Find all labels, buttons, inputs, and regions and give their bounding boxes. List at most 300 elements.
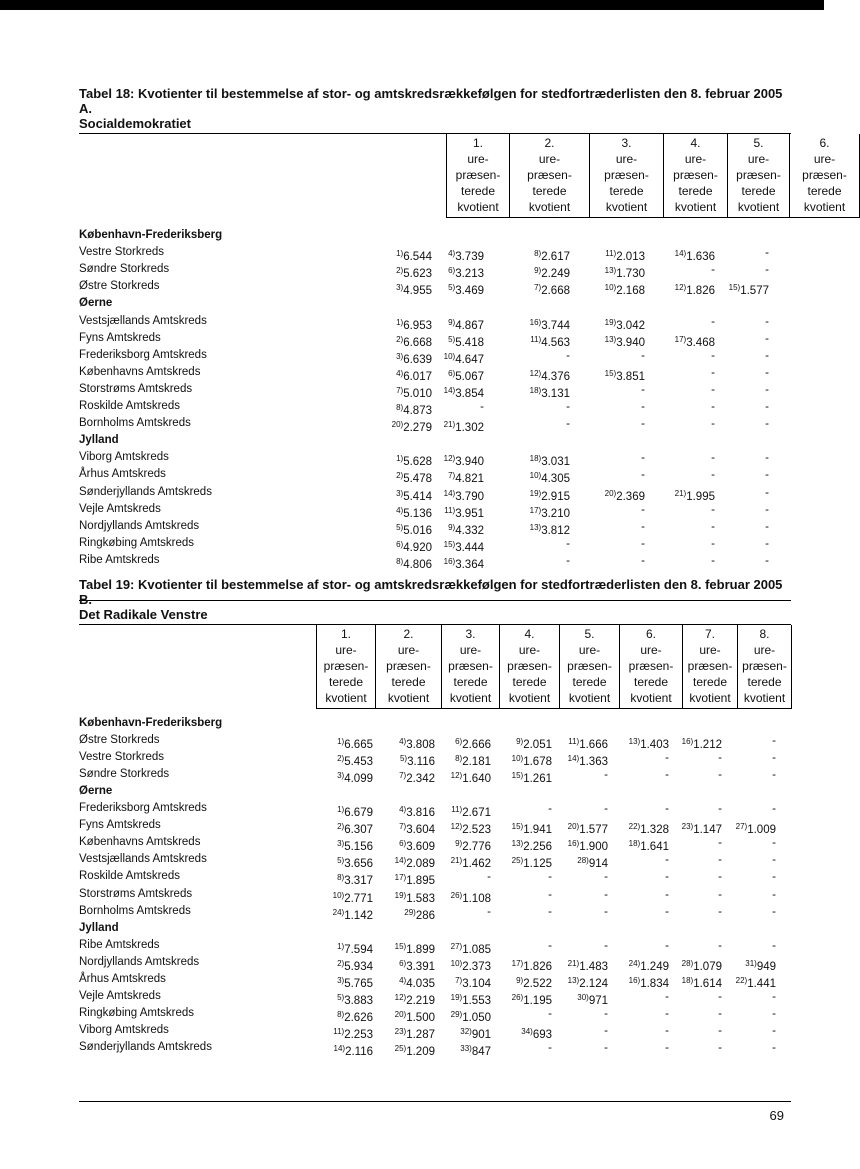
quotient-cell xyxy=(629,972,669,993)
quotient-value: - xyxy=(718,888,722,901)
page-number: 69 xyxy=(769,1108,784,1123)
row-label: Vestsjællands Amtskreds xyxy=(79,314,207,327)
quotient-cell xyxy=(675,485,715,506)
quotient-value: - xyxy=(765,503,769,516)
rank-marker: 28) xyxy=(577,856,589,866)
column-header-line: præsen- xyxy=(742,659,787,673)
column-header-line: terede xyxy=(453,675,488,689)
column-header-line: kvotient xyxy=(674,200,717,214)
row-label: Roskilde Amtskreds xyxy=(79,870,180,883)
rank-marker: 19) xyxy=(529,488,542,498)
quotient-value: 2.181 xyxy=(462,756,491,769)
quotient-cell xyxy=(665,750,669,767)
quotient-value: - xyxy=(765,349,769,362)
quotient-cell xyxy=(629,835,669,856)
rank-marker: 24) xyxy=(332,907,345,917)
quotient-cell xyxy=(718,750,722,767)
quotient-value: 693 xyxy=(532,1028,552,1041)
rank-marker: 17) xyxy=(529,505,542,515)
rank-marker: 11) xyxy=(333,1026,345,1036)
column-header-line: terede xyxy=(328,675,364,689)
quotient-value: - xyxy=(665,769,669,782)
rank-marker: 7) xyxy=(399,771,407,781)
rank-marker: 27) xyxy=(450,941,463,951)
column-header-line: ure- xyxy=(699,643,721,657)
quotient-value: - xyxy=(665,803,669,816)
quotient-cell xyxy=(530,331,570,352)
quotient-value: 4.821 xyxy=(455,473,484,486)
quotient-value: - xyxy=(718,854,722,867)
quotient-value: - xyxy=(665,1007,669,1020)
column-header-line: præsen- xyxy=(687,659,733,673)
quotient-value: - xyxy=(641,520,645,533)
quotient-cell xyxy=(605,485,645,506)
quotient-value: - xyxy=(665,905,669,918)
quotient-value: - xyxy=(718,1041,722,1054)
quotient-value: - xyxy=(548,888,552,901)
column-header-line: kvotient xyxy=(528,200,571,214)
rank-marker: 11) xyxy=(568,737,580,747)
quotient-cell xyxy=(548,1040,552,1057)
column-header-5 xyxy=(727,134,789,218)
quotient-cell xyxy=(334,1040,374,1061)
rank-marker: 29) xyxy=(450,1009,463,1019)
quotient-value: - xyxy=(604,905,608,918)
column-header-line: 6. xyxy=(819,136,830,150)
quotient-cell xyxy=(682,972,722,993)
quotient-cell xyxy=(736,818,776,839)
quotient-value: - xyxy=(566,401,570,413)
quotient-cell xyxy=(711,519,715,536)
quotient-cell xyxy=(765,467,769,484)
quotient-value: 1.287 xyxy=(406,1028,435,1041)
quotient-cell xyxy=(711,382,715,399)
quotient-value: - xyxy=(772,1041,776,1054)
quotient-cell xyxy=(765,314,769,331)
column-header-line: terede xyxy=(747,675,782,689)
rank-marker: 20) xyxy=(391,420,404,430)
row-label: Ringkøbing Amtskreds xyxy=(79,1006,195,1019)
rank-marker: 13) xyxy=(604,266,617,276)
quotient-value: 2.168 xyxy=(616,285,645,298)
rank-marker: 7) xyxy=(534,283,542,293)
quotient-cell xyxy=(711,262,715,279)
quotient-value: - xyxy=(487,905,491,918)
row-label: Sønderjyllands Amtskreds xyxy=(79,1040,212,1053)
quotient-cell xyxy=(641,553,645,570)
quotient-value: 2.771 xyxy=(344,892,373,905)
quotient-value: - xyxy=(765,401,769,413)
column-header-line: ure- xyxy=(640,643,662,657)
rank-marker: 18) xyxy=(529,454,542,464)
column-header-line: terede xyxy=(807,184,842,198)
quotient-value: 4.376 xyxy=(541,370,570,383)
quotient-cell xyxy=(480,399,484,416)
quotient-cell xyxy=(665,989,669,1006)
quotient-value: 2.124 xyxy=(579,977,608,990)
row-label: Storstrøms Amtskreds xyxy=(79,887,193,900)
quotient-value: 1.441 xyxy=(747,977,776,990)
rank-marker: 34) xyxy=(521,1026,533,1036)
rank-marker: 12) xyxy=(529,368,542,378)
quotient-cell xyxy=(548,869,552,886)
quotient-value: 901 xyxy=(471,1028,491,1041)
quotient-cell xyxy=(641,382,645,399)
quotient-value: 1.895 xyxy=(406,875,435,888)
rank-marker: 1) xyxy=(337,737,345,747)
quotient-value: - xyxy=(480,401,484,413)
quotient-value: - xyxy=(718,752,722,765)
quotient-cell xyxy=(604,938,608,955)
quotient-value: 6.639 xyxy=(403,353,432,366)
column-header-line: kvotient xyxy=(605,200,648,214)
quotient-value: - xyxy=(772,735,776,748)
rank-marker: 3) xyxy=(396,283,404,293)
quotient-cell xyxy=(665,904,669,921)
quotient-value: 2.776 xyxy=(462,841,491,854)
quotient-value: 1.826 xyxy=(686,285,715,298)
quotient-cell xyxy=(392,416,432,437)
rank-marker: 4) xyxy=(448,249,456,259)
rank-marker: 6) xyxy=(448,368,456,378)
row-label: Søndre Storkreds xyxy=(79,768,170,781)
quotient-value: - xyxy=(665,888,669,901)
quotient-value: 3.808 xyxy=(406,739,435,752)
quotient-value: 2.626 xyxy=(344,1011,373,1024)
quotient-cell xyxy=(765,365,769,382)
row-label: Frederiksborg Amtskreds xyxy=(79,802,207,815)
quotient-value: - xyxy=(718,769,722,782)
quotient-value: - xyxy=(604,803,608,816)
quotient-cell xyxy=(772,904,776,921)
table-19-caption-line1: Tabel 19: Kvotienter til bestemmelse af stor- og amtskredsrækkefølgen for stedfortræderlisten den 8. februar 2005 B. xyxy=(79,577,783,607)
quotient-value: 1.640 xyxy=(462,773,491,786)
rank-marker: 1) xyxy=(396,454,404,464)
column-header-line: terede xyxy=(633,675,669,689)
quotient-cell xyxy=(337,767,373,788)
column-header-line: 2. xyxy=(544,136,555,150)
rank-marker: 12) xyxy=(394,992,407,1002)
rank-marker: 13) xyxy=(628,737,641,747)
quotient-cell xyxy=(682,733,722,754)
column-header-line: ure- xyxy=(459,643,482,657)
quotient-value: 1.826 xyxy=(523,960,552,973)
quotient-value: 4.873 xyxy=(403,405,432,417)
rank-marker: 12) xyxy=(450,771,463,781)
rank-marker: 16) xyxy=(681,737,694,747)
quotient-value: - xyxy=(765,383,769,396)
rank-marker: 33) xyxy=(460,1043,472,1053)
rank-marker: 17) xyxy=(394,873,407,883)
quotient-value: 1.641 xyxy=(640,841,669,854)
rank-marker: 10) xyxy=(604,283,617,293)
row-label: Østre Storkreds xyxy=(79,280,160,293)
quotient-value: 7.594 xyxy=(344,943,373,956)
rank-marker: 13) xyxy=(511,839,524,849)
quotient-value: - xyxy=(711,520,715,533)
row-label: Vejle Amtskreds xyxy=(79,989,161,1002)
quotient-cell xyxy=(765,382,769,399)
table-18-caption-line2: Socialdemokratiet xyxy=(79,116,191,131)
rank-marker: 25) xyxy=(511,856,524,866)
quotient-value: 4.920 xyxy=(403,541,432,554)
quotient-cell xyxy=(711,450,715,467)
quotient-cell xyxy=(404,904,435,925)
rank-marker: 23) xyxy=(681,822,694,832)
quotient-value: - xyxy=(566,349,570,362)
quotient-value: - xyxy=(772,752,776,765)
quotient-cell xyxy=(460,1040,491,1061)
quotient-value: 5.156 xyxy=(344,841,373,854)
rank-marker: 20) xyxy=(567,822,580,832)
column-header-line: ure- xyxy=(518,643,541,657)
quotient-cell xyxy=(665,767,669,784)
quotient-value: 5.934 xyxy=(344,960,373,973)
quotient-value: 3.609 xyxy=(406,841,435,854)
rank-marker: 9) xyxy=(455,839,463,849)
column-header-line: 7. xyxy=(704,627,715,641)
quotient-value: - xyxy=(772,1007,776,1020)
column-header-line: 8. xyxy=(759,627,770,641)
quotient-cell xyxy=(711,365,715,382)
quotient-value: 5.623 xyxy=(403,268,432,281)
quotient-value: 1.009 xyxy=(747,824,776,837)
quotient-value: 3.042 xyxy=(616,319,645,332)
quotient-value: 2.369 xyxy=(616,490,645,503)
quotient-value: 2.116 xyxy=(345,1045,373,1058)
quotient-value: - xyxy=(772,1024,776,1037)
rank-marker: 5) xyxy=(448,283,456,293)
quotient-value: 5.628 xyxy=(403,456,432,469)
quotient-value: - xyxy=(665,939,669,952)
column-header-4 xyxy=(663,134,727,218)
rank-marker: 31) xyxy=(745,958,757,968)
quotient-value: 3.816 xyxy=(406,807,435,820)
quotient-cell xyxy=(765,502,769,519)
quotient-cell xyxy=(665,938,669,955)
rank-marker: 8) xyxy=(337,873,345,883)
quotient-value: 1.249 xyxy=(640,960,669,973)
quotient-value: 1.678 xyxy=(523,756,552,769)
rank-marker: 21) xyxy=(674,488,687,498)
quotient-value: 4.035 xyxy=(406,977,435,990)
quotient-cell xyxy=(765,399,769,416)
rank-marker: 32) xyxy=(460,1026,472,1036)
row-label: Sønderjyllands Amtskreds xyxy=(79,485,212,498)
column-header-line: ure- xyxy=(615,152,638,166)
rank-marker: 3) xyxy=(337,839,345,849)
quotient-value: - xyxy=(772,769,776,782)
quotient-value: 4.099 xyxy=(344,773,373,786)
column-header-line: terede xyxy=(391,675,426,689)
rank-marker: 10) xyxy=(529,471,542,481)
quotient-value: 5.418 xyxy=(455,336,484,349)
quotient-value: - xyxy=(718,1007,722,1020)
quotient-cell xyxy=(718,1023,722,1040)
quotient-value: 1.209 xyxy=(406,1045,435,1058)
quotient-cell xyxy=(718,801,722,818)
column-header-line: terede xyxy=(741,184,776,198)
quotient-value: 3.656 xyxy=(344,858,373,871)
top-edge-bar xyxy=(0,0,824,10)
quotient-value: 4.563 xyxy=(541,336,570,349)
table-19-caption-line2: Det Radikale Venstre xyxy=(79,607,208,622)
rank-marker: 25) xyxy=(394,1043,407,1053)
quotient-cell xyxy=(548,1006,552,1023)
quotient-cell xyxy=(451,887,491,908)
rank-marker: 30) xyxy=(577,992,589,1002)
column-header-line: terede xyxy=(532,184,567,198)
quotient-cell xyxy=(736,972,776,993)
quotient-cell xyxy=(333,904,373,925)
rank-marker: 9) xyxy=(448,522,456,532)
quotient-value: 1.614 xyxy=(693,977,722,990)
quotient-cell xyxy=(729,279,769,300)
quotient-value: 1.302 xyxy=(455,422,484,435)
rank-marker: 12) xyxy=(450,822,463,832)
quotient-cell xyxy=(604,801,608,818)
rank-marker: 16) xyxy=(443,556,456,566)
rank-marker: 14) xyxy=(443,385,456,395)
quotient-value: - xyxy=(566,537,570,550)
quotient-cell xyxy=(665,869,669,886)
column-header-5 xyxy=(559,625,619,709)
quotient-cell xyxy=(396,553,432,574)
quotient-cell xyxy=(512,767,552,788)
quotient-value: - xyxy=(548,1007,552,1020)
rank-marker: 19) xyxy=(450,992,463,1002)
quotient-cell xyxy=(711,502,715,519)
rank-marker: 8) xyxy=(455,754,463,764)
quotient-value: 3.604 xyxy=(406,824,435,837)
quotient-value: 1.363 xyxy=(579,756,608,769)
quotient-value: 847 xyxy=(471,1045,491,1058)
quotient-cell xyxy=(718,1006,722,1023)
column-header-line: terede xyxy=(460,184,496,198)
column-header-line: præsen- xyxy=(802,168,847,182)
quotient-value: - xyxy=(665,871,669,884)
quotient-cell xyxy=(675,245,715,266)
quotient-value: - xyxy=(765,520,769,533)
row-label: Ribe Amtskreds xyxy=(79,553,160,566)
rank-marker: 7) xyxy=(396,385,404,395)
quotient-cell xyxy=(548,887,552,904)
quotient-value: 1.050 xyxy=(462,1011,491,1024)
column-header-line: præsen- xyxy=(604,168,649,182)
quotient-value: - xyxy=(711,554,715,567)
rank-marker: 4) xyxy=(396,368,404,378)
quotient-value: - xyxy=(711,452,715,465)
quotient-value: 2.219 xyxy=(406,994,435,1007)
rank-marker: 21) xyxy=(450,856,463,866)
quotient-value: - xyxy=(718,837,722,850)
quotient-value: 1.577 xyxy=(579,824,608,837)
quotient-value: - xyxy=(772,803,776,816)
rank-marker: 22) xyxy=(735,975,748,985)
quotient-value: - xyxy=(641,383,645,396)
rank-marker: 12) xyxy=(674,283,687,293)
quotient-cell xyxy=(711,416,715,433)
rank-marker: 3) xyxy=(396,488,404,498)
quotient-cell xyxy=(604,1023,608,1040)
column-header-line: kvotient xyxy=(449,691,492,705)
rank-marker: 1) xyxy=(337,805,345,815)
quotient-value: - xyxy=(711,469,715,482)
quotient-value: 5.478 xyxy=(403,473,432,486)
quotient-value: - xyxy=(487,871,491,884)
quotient-value: 1.666 xyxy=(579,739,608,752)
table-19-caption xyxy=(79,577,791,625)
rank-marker: 5) xyxy=(337,856,345,866)
quotient-value: - xyxy=(566,554,570,567)
quotient-value: 1.142 xyxy=(344,909,373,922)
quotient-cell xyxy=(711,536,715,553)
quotient-value: - xyxy=(765,247,769,260)
column-header-line: præsen- xyxy=(386,659,431,673)
column-header-line: terede xyxy=(609,184,644,198)
column-header-8 xyxy=(737,625,792,709)
quotient-value: 1.147 xyxy=(693,824,722,837)
rank-marker: 22) xyxy=(628,822,641,832)
quotient-value: 3.744 xyxy=(541,319,570,332)
quotient-value: 5.765 xyxy=(344,977,373,990)
quotient-value: - xyxy=(548,871,552,884)
quotient-cell xyxy=(718,938,722,955)
rank-marker: 9) xyxy=(534,266,542,276)
quotient-value: 2.373 xyxy=(462,960,491,973)
rank-marker: 14) xyxy=(674,249,687,259)
column-header-3 xyxy=(589,134,663,218)
rank-marker: 1) xyxy=(396,249,404,259)
quotient-cell xyxy=(718,1040,722,1057)
quotient-cell xyxy=(399,767,435,788)
quotient-value: 6.307 xyxy=(344,824,373,837)
rank-marker: 28) xyxy=(681,958,694,968)
row-label: Fyns Amtskreds xyxy=(79,331,161,344)
column-header-line: 3. xyxy=(621,136,632,150)
quotient-cell xyxy=(718,989,722,1006)
quotient-cell xyxy=(765,553,769,570)
quotient-value: 1.900 xyxy=(579,841,608,854)
quotient-value: 1.577 xyxy=(740,285,769,298)
quotient-value: - xyxy=(604,888,608,901)
column-header-line: kvotient xyxy=(457,200,499,214)
column-header-line: præsen- xyxy=(507,659,552,673)
rank-marker: 8) xyxy=(396,556,404,566)
quotient-cell xyxy=(605,279,645,300)
quotient-value: - xyxy=(665,854,669,867)
rank-marker: 4) xyxy=(396,505,404,515)
rank-marker: 6) xyxy=(396,539,404,549)
quotient-cell xyxy=(765,331,769,348)
quotient-value: 1.462 xyxy=(462,858,491,871)
column-header-line: terede xyxy=(678,184,713,198)
rank-marker: 13) xyxy=(604,334,617,344)
column-header-2 xyxy=(375,625,441,709)
quotient-cell xyxy=(665,852,669,869)
quotient-cell xyxy=(665,887,669,904)
rank-marker: 20) xyxy=(394,1009,407,1019)
rank-marker: 2) xyxy=(396,471,404,481)
rank-marker: 10) xyxy=(443,351,456,361)
quotient-value: - xyxy=(711,366,715,379)
group-heading: Jylland xyxy=(79,434,119,447)
rank-marker: 18) xyxy=(529,385,542,395)
quotient-value: 4.955 xyxy=(403,285,432,298)
quotient-value: 4.867 xyxy=(455,319,484,332)
quotient-value: - xyxy=(711,537,715,550)
rank-marker: 26) xyxy=(450,890,463,900)
